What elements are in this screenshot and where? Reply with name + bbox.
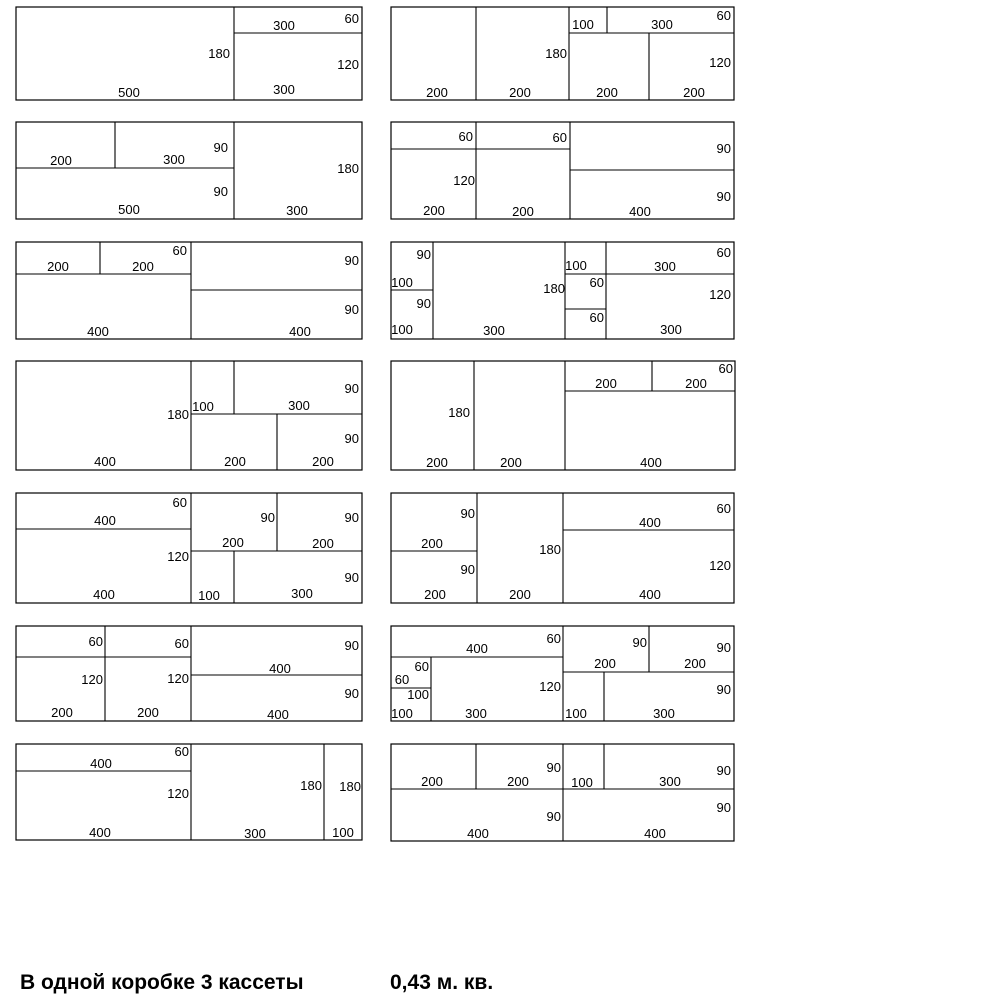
dimension-label: 60 (589, 275, 604, 290)
dimension-label: 200 (685, 376, 707, 391)
dimension-label: 90 (344, 686, 359, 701)
dimension-label: 90 (416, 247, 431, 262)
dimension-label: 400 (639, 587, 661, 602)
dimension-label: 300 (653, 706, 675, 721)
dimension-label: 180 (208, 46, 230, 61)
dimension-label: 90 (716, 640, 731, 655)
dimension-label: 300 (163, 152, 185, 167)
layout-3 (16, 122, 362, 219)
dimension-label: 400 (87, 324, 109, 339)
dimension-label: 90 (716, 682, 731, 697)
dimension-label: 90 (416, 296, 431, 311)
dimension-label: 400 (269, 661, 291, 676)
dimension-label: 100 (332, 825, 354, 840)
dimension-label: 200 (594, 656, 616, 671)
dimension-label: 200 (312, 536, 334, 551)
dimension-label: 90 (213, 184, 228, 199)
dimension-label: 90 (344, 570, 359, 585)
dimension-label: 180 (339, 779, 361, 794)
dimension-label: 200 (509, 85, 531, 100)
area-caption: 0,43 м. кв. (390, 971, 494, 994)
dimension-label: 400 (466, 641, 488, 656)
dimension-label: 100 (572, 17, 594, 32)
dimension-label: 200 (595, 376, 617, 391)
dimension-label: 100 (198, 588, 220, 603)
dimension-label: 90 (460, 562, 475, 577)
dimension-label: 400 (94, 513, 116, 528)
dimension-label: 100 (391, 275, 413, 290)
dimension-label: 120 (167, 786, 189, 801)
dimension-label: 180 (448, 405, 470, 420)
dimension-label: 60 (414, 659, 429, 674)
layout-5 (16, 242, 362, 339)
dimension-label: 90 (546, 809, 561, 824)
dimension-label: 200 (224, 454, 246, 469)
dimension-label: 180 (337, 161, 359, 176)
dimension-label: 120 (167, 671, 189, 686)
layout-2 (391, 7, 734, 100)
dimension-label: 200 (509, 587, 531, 602)
dimension-label: 200 (596, 85, 618, 100)
dimension-label: 90 (546, 760, 561, 775)
dimension-label: 300 (244, 826, 266, 841)
dimension-label: 200 (507, 774, 529, 789)
dimension-label: 200 (222, 535, 244, 550)
dimension-label: 180 (543, 281, 565, 296)
dimension-label: 300 (660, 322, 682, 337)
dimension-label: 200 (50, 153, 72, 168)
dimension-label: 60 (546, 631, 561, 646)
dimension-label: 200 (683, 85, 705, 100)
dimension-label: 300 (286, 203, 308, 218)
layout-12 (391, 626, 734, 721)
dimension-label: 300 (659, 774, 681, 789)
dimension-label: 60 (718, 361, 733, 376)
dimension-label: 180 (539, 542, 561, 557)
dimension-label: 90 (716, 800, 731, 815)
dimension-label: 400 (90, 756, 112, 771)
sheet-outline (16, 122, 362, 219)
dimension-label: 200 (312, 454, 334, 469)
dimension-label: 400 (289, 324, 311, 339)
dimension-label: 300 (465, 706, 487, 721)
dimension-label: 90 (344, 431, 359, 446)
dimension-label: 400 (644, 826, 666, 841)
dimension-label: 60 (458, 129, 473, 144)
dimension-label: 120 (81, 672, 103, 687)
dimension-label: 60 (589, 310, 604, 325)
dimension-label: 90 (716, 763, 731, 778)
dimension-label: 100 (571, 775, 593, 790)
dimension-label: 180 (545, 46, 567, 61)
layout-4 (391, 122, 734, 219)
dimension-label: 300 (288, 398, 310, 413)
layout-7 (16, 361, 362, 470)
dimension-label: 500 (118, 202, 140, 217)
dimension-label: 60 (172, 243, 187, 258)
dimension-label: 120 (453, 173, 475, 188)
dimension-label: 100 (565, 706, 587, 721)
layout-13 (16, 744, 362, 841)
layout-8 (391, 361, 735, 470)
layout-6 (391, 242, 734, 339)
dimension-label: 300 (291, 586, 313, 601)
dimension-label: 60 (716, 245, 731, 260)
dimension-label: 400 (93, 587, 115, 602)
dimension-label: 60 (394, 672, 410, 687)
dimension-label: 90 (460, 506, 475, 521)
layout-9 (16, 493, 362, 603)
dimension-label: 90 (213, 140, 228, 155)
dimension-label: 300 (273, 18, 295, 33)
dimension-label: 90 (632, 635, 647, 650)
layout-10 (391, 493, 734, 603)
dimension-label: 90 (344, 253, 359, 268)
dimension-label: 120 (709, 558, 731, 573)
dimension-label: 200 (423, 203, 445, 218)
dimension-label: 90 (716, 189, 731, 204)
dimension-label: 120 (539, 679, 561, 694)
dimension-label: 60 (344, 11, 359, 26)
layout-1 (16, 7, 362, 100)
dimension-label: 200 (421, 536, 443, 551)
dimension-label: 60 (716, 501, 731, 516)
sheet-outline (391, 361, 735, 470)
dimension-label: 90 (716, 141, 731, 156)
dimension-label: 90 (344, 302, 359, 317)
dimension-label: 100 (407, 687, 429, 702)
dimension-label: 120 (167, 549, 189, 564)
dimension-label: 90 (344, 638, 359, 653)
boxes-caption: В одной коробке 3 кассеты (20, 971, 304, 994)
dimension-label: 200 (426, 455, 448, 470)
dimension-label: 400 (467, 826, 489, 841)
dimension-label: 120 (709, 55, 731, 70)
dimension-label: 400 (629, 204, 651, 219)
dimension-label: 180 (300, 778, 322, 793)
dimension-label: 60 (716, 8, 731, 23)
layout-14 (391, 744, 734, 841)
dimension-label: 60 (88, 634, 103, 649)
dimension-label: 400 (639, 515, 661, 530)
dimension-label: 60 (552, 130, 567, 145)
dimension-label: 200 (51, 705, 73, 720)
dimension-label: 180 (167, 407, 189, 422)
dimension-label: 200 (512, 204, 534, 219)
sheet-outline (16, 7, 362, 100)
dimension-label: 400 (640, 455, 662, 470)
dimension-label: 60 (174, 636, 189, 651)
dimension-label: 90 (260, 510, 275, 525)
dimension-label: 100 (565, 258, 587, 273)
dimension-label: 90 (344, 381, 359, 396)
dimension-label: 300 (651, 17, 673, 32)
layout-11 (16, 626, 362, 722)
dimension-label: 200 (47, 259, 69, 274)
dimension-label: 200 (426, 85, 448, 100)
dimension-label: 300 (273, 82, 295, 97)
dimension-label: 400 (89, 825, 111, 840)
dimension-label: 200 (684, 656, 706, 671)
dimension-label: 60 (172, 495, 187, 510)
dimension-label: 200 (132, 259, 154, 274)
dimension-label: 200 (424, 587, 446, 602)
dimension-label: 120 (337, 57, 359, 72)
dimension-label: 400 (267, 707, 289, 722)
dimension-label: 100 (391, 322, 413, 337)
dimension-label: 200 (500, 455, 522, 470)
dimension-label: 100 (391, 706, 413, 721)
dimension-label: 60 (174, 744, 189, 759)
dimension-label: 300 (483, 323, 505, 338)
dimension-label: 120 (709, 287, 731, 302)
dimension-label: 200 (137, 705, 159, 720)
dimension-label: 100 (192, 399, 214, 414)
dimension-label: 400 (94, 454, 116, 469)
dimension-label: 300 (654, 259, 676, 274)
sheet-outline (16, 361, 362, 470)
dimension-label: 200 (421, 774, 443, 789)
dimension-label: 90 (344, 510, 359, 525)
dimension-label: 500 (118, 85, 140, 100)
